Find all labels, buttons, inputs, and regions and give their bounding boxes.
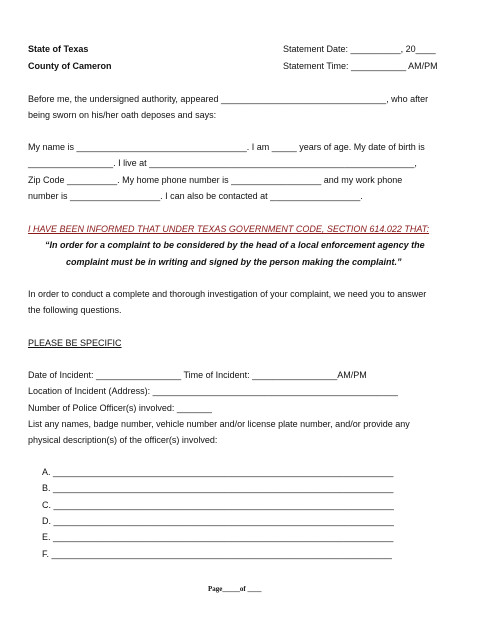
incident-date-time-field: Date of Incident: _________________ Time of Incident: _________________AM/PM — [28, 370, 367, 380]
page-number-footer: Page_____of ____ — [208, 585, 262, 593]
officer-line-b: B. ____________________________________________________________________ — [42, 483, 394, 493]
investigation-line-2: the following questions. — [28, 305, 122, 315]
quote-line-1: “In order for a complaint to be considered by the head of a local enforcement agency the — [45, 240, 425, 250]
incident-location-field: Location of Incident (Address): _________________________________________________ — [28, 386, 398, 396]
identity-line-3: Zip Code __________. My home phone number is __________________ and my work phone — [28, 175, 403, 185]
government-code-notice: I HAVE BEEN INFORMED THAT UNDER TEXAS GOVERNMENT CODE, SECTION 614.022 THAT: — [28, 224, 430, 234]
officer-line-f: F. ____________________________________________________________________ — [42, 549, 392, 559]
officer-line-c: C. ____________________________________________________________________ — [42, 500, 394, 510]
officer-line-d: D. ____________________________________________________________________ — [42, 516, 394, 526]
officers-involved-field: Number of Police Officer(s) involved: _______ — [28, 403, 212, 413]
intro-line-2: being sworn on his/her oath deposes and says: — [28, 110, 217, 120]
identity-line-1: My name is __________________________________. I am _____ years of age. My date of birth is — [28, 142, 425, 152]
county-label: County of Cameron — [28, 61, 112, 71]
officer-line-e: E. ____________________________________________________________________ — [42, 532, 394, 542]
please-be-specific-heading: PLEASE BE SPECIFIC — [28, 338, 122, 348]
list-instructions-line-1: List any names, badge number, vehicle number and/or license plate number, and/or provide any — [28, 419, 410, 429]
quote-line-2: complaint must be in writing and signed by the person making the complaint.” — [66, 257, 402, 267]
identity-line-4: number is __________________. I can also be contacted at __________________. — [28, 191, 363, 201]
identity-line-2: _________________. I live at _____________________________________________________, — [28, 158, 417, 168]
investigation-line-1: In order to conduct a complete and thorough investigation of your complaint, we need you to answer — [28, 289, 427, 299]
list-instructions-line-2: physical description(s) of the officer(s) involved: — [28, 435, 218, 445]
intro-line-1: Before me, the undersigned authority, appeared _________________________________, who after — [28, 94, 429, 104]
officer-line-a: A. ____________________________________________________________________ — [42, 467, 394, 477]
state-label: State of Texas — [28, 44, 89, 54]
statement-date-field: Statement Date: __________, 20____ — [283, 44, 436, 54]
statement-time-field: Statement Time: ___________ AM/PM — [283, 61, 438, 71]
